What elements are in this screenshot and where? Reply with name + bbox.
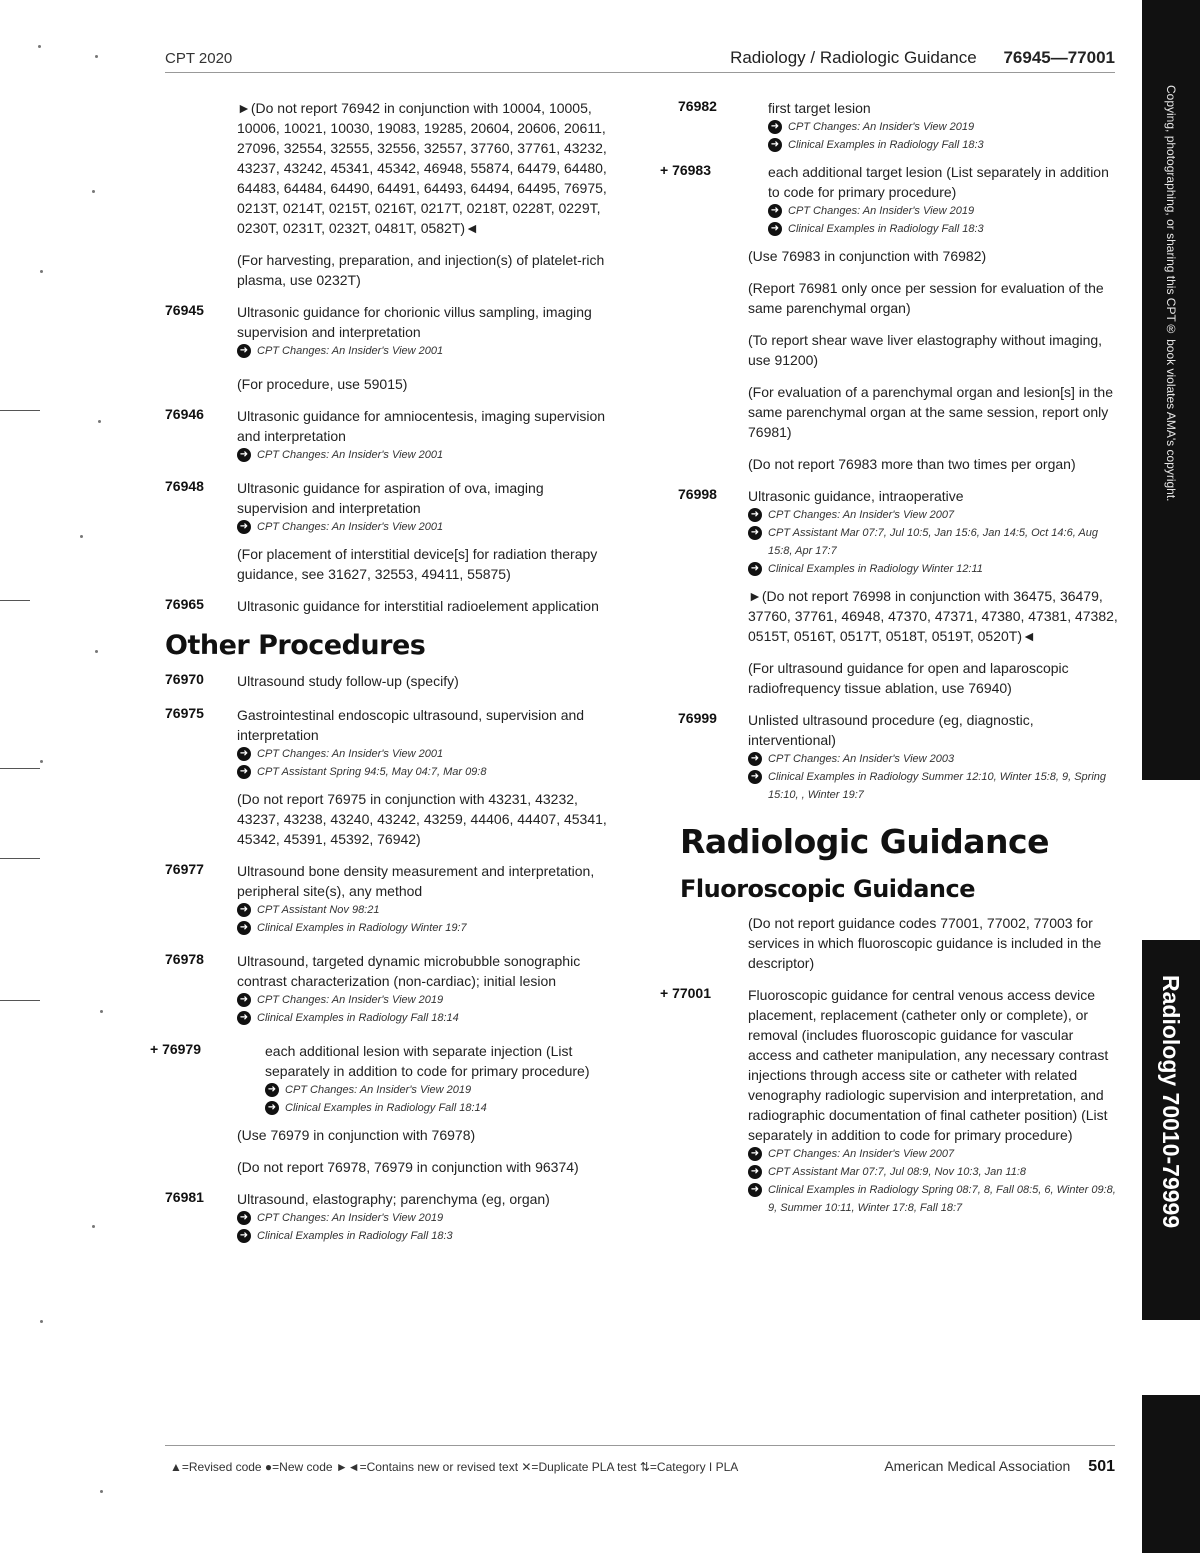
reference-arrow-icon: ➜ xyxy=(237,344,251,358)
thumb-tab xyxy=(1142,0,1200,1553)
reference-arrow-icon: ➜ xyxy=(237,921,251,935)
note-76983: (Use 76983 in conjunction with 76982) xyxy=(748,248,987,264)
reference-arrow-icon: ➜ xyxy=(748,508,762,522)
note-76942: ►(Do not report 76942 in conjunction with 10004, 10005, 10006, 10021, 10030, 19083, 19285, 20604, 20606, 20611, 27096, 32554, 32555, 32556, 32557, 37760, 37761, 43232, 43237, 43242, 45341, 45342, 46948, 55874, 64479, 64480, 64483, 64484, 64490, 64491, 64493, 64494, 64495, 76975, 0213T, 0214T, 0215T, 0216T, 0217T, 0218T, 0228T, 0229T, 0230T, 0231T, 0232T, 0481T, 0582T)◄ xyxy=(237,100,607,236)
page-footer xyxy=(170,1458,1115,1476)
code-number: 76978 xyxy=(165,951,204,967)
code-entry-76979 xyxy=(150,1041,615,1117)
note-shear-wave: (To report shear wave liver elastography without imaging, use 91200) xyxy=(748,332,1103,368)
reference-arrow-icon: ➜ xyxy=(748,1183,762,1197)
reference-arrow-icon: ➜ xyxy=(237,520,251,534)
reference-arrow-icon: ➜ xyxy=(265,1101,279,1115)
note-interstitial: (For placement of interstitial device[s] for radiation therapy guidance, see 31627, 32553, 49411, 55875) xyxy=(237,546,598,582)
code-description: Ultrasound, targeted dynamic microbubble sonographic contrast characterization (non-cardiac); initial lesion xyxy=(237,953,581,989)
reference-arrow-icon: ➜ xyxy=(748,752,762,766)
reference: ➜ CPT Changes: An Insider's View 2019 xyxy=(237,1209,615,1227)
reference-arrow-icon: ➜ xyxy=(768,120,782,134)
footer-rule xyxy=(165,1445,1115,1446)
reference: ➜ CPT Changes: An Insider's View 2003 xyxy=(748,750,1120,768)
thumb-tab-lower xyxy=(1142,1395,1200,1553)
reference-arrow-icon: ➜ xyxy=(768,138,782,152)
code-description: each additional lesion with separate injection (List separately in addition to code for primary procedure) xyxy=(265,1043,590,1079)
reference-arrow-icon: ➜ xyxy=(748,1165,762,1179)
reference: ➜ CPT Assistant Nov 98:21 xyxy=(237,901,615,919)
reference: ➜ CPT Changes: An Insider's View 2019 xyxy=(768,202,1120,220)
code-entry-76965 xyxy=(165,596,615,616)
heading-fluoroscopic-guidance: Fluoroscopic Guidance xyxy=(680,875,975,903)
reference: ➜ CPT Changes: An Insider's View 2001 xyxy=(237,745,615,763)
reference: ➜ Clinical Examples in Radiology Fall 18:3 xyxy=(768,220,1120,238)
reference: ➜ CPT Changes: An Insider's View 2019 xyxy=(768,118,1120,136)
code-entry-76982 xyxy=(660,98,1120,154)
code-entry-76998 xyxy=(660,486,1120,578)
code-entry-76948 xyxy=(165,478,615,536)
reference-arrow-icon: ➜ xyxy=(237,765,251,779)
note-platelet: (For harvesting, preparation, and injection(s) of platelet-rich plasma, use 0232T) xyxy=(237,252,605,288)
reference: ➜ Clinical Examples in Radiology Fall 18:14 xyxy=(265,1099,615,1117)
section-title: Radiology / Radiologic Guidance xyxy=(730,48,977,67)
page-number: 501 xyxy=(1088,1458,1115,1475)
left-column xyxy=(150,98,615,1259)
reference-arrow-icon: ➜ xyxy=(237,1011,251,1025)
reference: ➜ CPT Changes: An Insider's View 2007 xyxy=(748,506,1120,524)
note-59015: (For procedure, use 59015) xyxy=(237,376,408,392)
right-column xyxy=(660,98,1120,1231)
code-entry-76978 xyxy=(165,951,615,1027)
reference: ➜ CPT Changes: An Insider's View 2001 xyxy=(237,518,615,536)
code-description: Ultrasonic guidance for aspiration of ova, imaging supervision and interpretation xyxy=(237,480,544,516)
reference: ➜ Clinical Examples in Radiology Fall 18:3 xyxy=(768,136,1120,154)
reference: ➜ CPT Assistant Mar 07:7, Jul 10:5, Jan 15:6, Jan 14:5, Oct 14:6, Aug 15:8, Apr 17:7 xyxy=(748,524,1120,560)
code-entry-76999 xyxy=(660,710,1120,804)
reference: ➜ CPT Changes: An Insider's View 2001 xyxy=(237,446,615,464)
reference: ➜ CPT Assistant Mar 07:7, Jul 08:9, Nov 10:3, Jan 11:8 xyxy=(748,1163,1120,1181)
reference-arrow-icon: ➜ xyxy=(748,770,762,784)
reference: ➜ Clinical Examples in Radiology Summer 12:10, Winter 15:8, 9, Spring 15:10, , Winter 19:7 xyxy=(748,768,1120,804)
code-entry-76945 xyxy=(165,302,615,360)
heading-other-procedures: Other Procedures xyxy=(165,630,426,661)
reference: ➜ CPT Changes: An Insider's View 2001 xyxy=(237,342,615,360)
reference: ➜ Clinical Examples in Radiology Winter 12:11 xyxy=(748,560,1120,578)
code-number: 76970 xyxy=(165,671,204,687)
code-number: 76981 xyxy=(165,1189,204,1205)
header-rule xyxy=(165,72,1115,73)
code-number: + 76979 xyxy=(150,1041,201,1057)
code-number: 76948 xyxy=(165,478,204,494)
reference-arrow-icon: ➜ xyxy=(748,526,762,540)
code-description: Ultrasonic guidance for chorionic villus sampling, imaging supervision and interpretation xyxy=(237,304,592,340)
reference-arrow-icon: ➜ xyxy=(265,1083,279,1097)
code-description: Ultrasonic guidance for amniocentesis, imaging supervision and interpretation xyxy=(237,408,606,444)
code-number: 76975 xyxy=(165,705,204,721)
reference-arrow-icon: ➜ xyxy=(237,747,251,761)
reference-arrow-icon: ➜ xyxy=(748,562,762,576)
code-range: 76945—77001 xyxy=(1003,48,1115,67)
code-entry-77001 xyxy=(660,985,1120,1217)
publisher: American Medical Association xyxy=(884,1458,1071,1474)
running-head-right xyxy=(730,48,1115,68)
section-tab-label: Radiology 70010-79999 xyxy=(1158,975,1184,1229)
code-number: 76946 xyxy=(165,406,204,422)
note-two-times: (Do not report 76983 more than two times per organ) xyxy=(748,456,1076,472)
note-76975: (Do not report 76975 in conjunction with 43231, 43232, 43237, 43238, 43240, 43242, 43259, 44406, 44407, 45341, 45342, 45391, 45392, 76942) xyxy=(237,791,607,847)
code-description: Unlisted ultrasound procedure (eg, diagnostic, interventional) xyxy=(748,712,1034,748)
note-96374: (Do not report 76978, 76979 in conjunction with 96374) xyxy=(237,1159,579,1175)
reference-arrow-icon: ➜ xyxy=(237,1229,251,1243)
copyright-notice: Copying, photographing, or sharing this CPT® book violates AMA's copyright. xyxy=(1164,85,1178,502)
code-number: 76977 xyxy=(165,861,204,877)
code-description: Fluoroscopic guidance for central venous access device placement, replacement (catheter only or complete), or removal (includes fluoroscopic guidance for vascular access and catheter manipulation, any necessary contrast injections through access site or catheter with related venography radiologic supervision and interpretation, and radiographic documentation of final catheter position) (List separately in addition to code for primary procedure) xyxy=(748,987,1109,1143)
code-entry-76977 xyxy=(165,861,615,937)
reference-arrow-icon: ➜ xyxy=(748,1147,762,1161)
code-description: Ultrasound bone density measurement and interpretation, peripheral site(s), any method xyxy=(237,863,595,899)
code-entry-76983 xyxy=(660,162,1120,238)
note-ablation: (For ultrasound guidance for open and laparoscopic radiofrequency tissue ablation, use 76940) xyxy=(748,660,1069,696)
reference-arrow-icon: ➜ xyxy=(768,222,782,236)
code-number: 76965 xyxy=(165,596,204,612)
code-description: Ultrasonic guidance, intraoperative xyxy=(748,488,964,504)
heading-radiologic-guidance: Radiologic Guidance xyxy=(680,822,1049,861)
reference: ➜ CPT Changes: An Insider's View 2019 xyxy=(237,991,615,1009)
code-description: Gastrointestinal endoscopic ultrasound, supervision and interpretation xyxy=(237,707,585,743)
reference: ➜ CPT Assistant Spring 94:5, May 04:7, Mar 09:8 xyxy=(237,763,615,781)
code-number: + 76983 xyxy=(660,162,711,178)
reference: ➜ Clinical Examples in Radiology Spring 08:7, 8, Fall 08:5, 6, Winter 09:8, 9, Summer 10:11, Winter 17:8, Fall 18:7 xyxy=(748,1181,1120,1217)
code-description: Ultrasound study follow-up (specify) xyxy=(237,673,459,689)
note-fluoro: (Do not report guidance codes 77001, 77002, 77003 for services in which fluoroscopic guidance is included in the descriptor) xyxy=(748,915,1102,971)
code-number: 76999 xyxy=(678,710,717,726)
running-head-left: CPT 2020 xyxy=(165,50,233,67)
code-description: each additional target lesion (List separately in addition to code for primary procedure) xyxy=(768,164,1109,200)
code-description: first target lesion xyxy=(768,100,871,116)
symbol-legend: ▲=Revised code ●=New code ►◄=Contains new or revised text ✕=Duplicate PLA test ⇅=Category I PLA xyxy=(170,1460,739,1474)
reference-arrow-icon: ➜ xyxy=(237,903,251,917)
reference: ➜ CPT Changes: An Insider's View 2007 xyxy=(748,1145,1120,1163)
note-parenchymal: (For evaluation of a parenchymal organ and lesion[s] in the same parenchymal organ at the same session, report only 76981) xyxy=(748,384,1113,440)
reference: ➜ CPT Changes: An Insider's View 2019 xyxy=(265,1081,615,1099)
reference-arrow-icon: ➜ xyxy=(768,204,782,218)
reference: ➜ Clinical Examples in Radiology Fall 18:3 xyxy=(237,1227,615,1245)
code-number: 76998 xyxy=(678,486,717,502)
code-number: 76982 xyxy=(678,98,717,114)
code-entry-76946 xyxy=(165,406,615,464)
code-entry-76975 xyxy=(165,705,615,781)
reference-arrow-icon: ➜ xyxy=(237,1211,251,1225)
reference: ➜ Clinical Examples in Radiology Winter 19:7 xyxy=(237,919,615,937)
reference-arrow-icon: ➜ xyxy=(237,993,251,1007)
note-once-per-session: (Report 76981 only once per session for evaluation of the same parenchymal organ) xyxy=(748,280,1104,316)
note-76998: ►(Do not report 76998 in conjunction with 36475, 36479, 37760, 37761, 46948, 47370, 47371, 47380, 47381, 47382, 0515T, 0516T, 0517T, 0518T, 0519T, 0520T)◄ xyxy=(748,588,1118,644)
code-number: + 77001 xyxy=(660,985,711,1001)
reference-arrow-icon: ➜ xyxy=(237,448,251,462)
code-entry-76970 xyxy=(165,671,615,691)
code-description: Ultrasound, elastography; parenchyma (eg, organ) xyxy=(237,1191,550,1207)
code-number: 76945 xyxy=(165,302,204,318)
note-76979: (Use 76979 in conjunction with 76978) xyxy=(237,1127,476,1143)
code-description: Ultrasonic guidance for interstitial radioelement application xyxy=(237,598,599,614)
reference: ➜ Clinical Examples in Radiology Fall 18:14 xyxy=(237,1009,615,1027)
code-entry-76981 xyxy=(165,1189,615,1245)
